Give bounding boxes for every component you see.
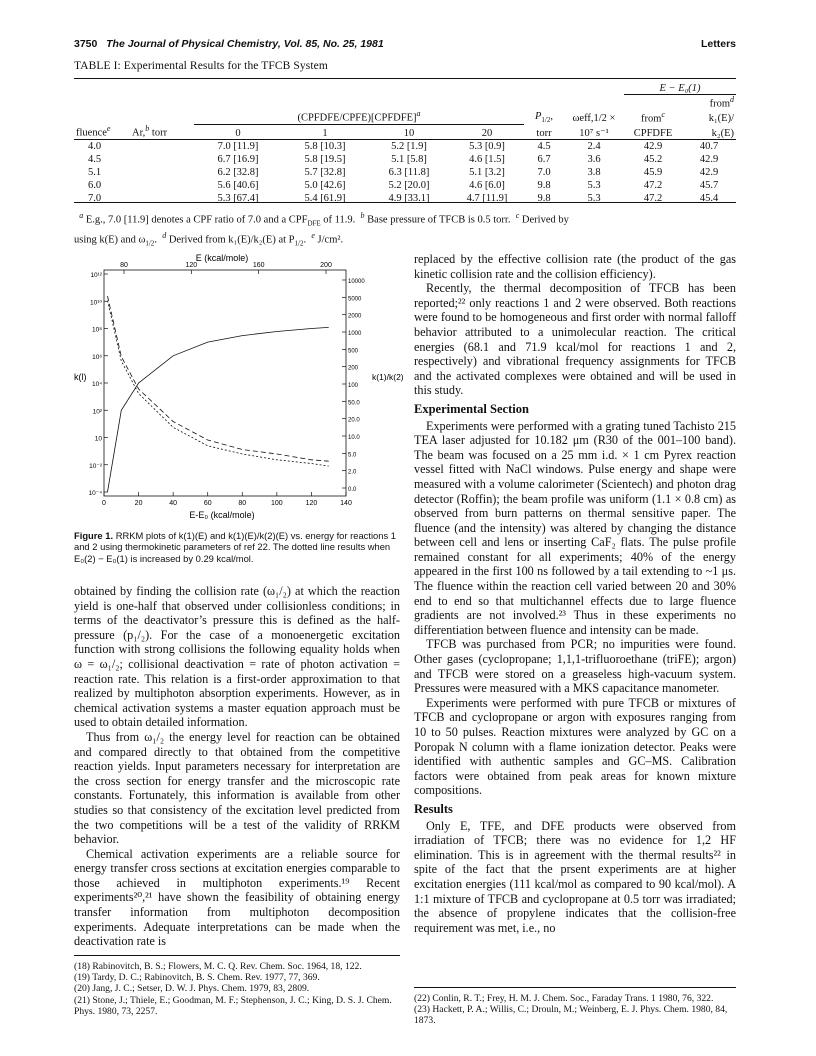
table-cell-c1: 5.0 [42.6] [304,180,346,191]
results-table [74,80,736,204]
table-cell-p: 4.5 [537,141,551,152]
right-column [414,252,736,935]
table-cell-c10: 4.9 [33.1] [388,193,430,204]
right-tick-label: 0.0 [348,487,357,493]
table-cell-ed: 45.7 [699,180,719,191]
reference: (18) Rabinovitch, B. S.; Flowers, M. C. Q. Rev. Chem. Soc. 1964, 18, 122. [74,961,362,972]
table-header-fluence: fluence$^e$ [76,124,111,139]
page-number: 3750 [74,38,98,50]
plot-frame [104,270,346,496]
bottom-tick-label: 20 [134,500,143,507]
table-cell-ed: 42.9 [699,154,719,165]
table-cell-c20: 4.6 [6.0] [469,180,505,191]
left-ref-rule [74,955,400,956]
table-cell-ar [130,178,194,191]
table-row [74,152,736,165]
table-body [74,139,736,204]
right-tick-label: 1000 [348,331,362,337]
table-header-from-d: from$^d$ [709,94,734,109]
top-axis-label: E (kcal/mole) [195,253,249,263]
bottom-tick-label: 140 [340,500,352,507]
table-cell-ed: 40.7 [699,141,719,152]
ratio-curve-dotted [108,301,329,467]
bottom-tick-label: 120 [305,500,318,507]
table-cell-w: 2.4 [587,141,601,152]
reference: (23) Hackett, P. A.; Willis, C.; Drouln, M.; Weinberg, E. J. Phys. Chem. 1980, 84, 1873. [414,1004,728,1027]
table-cell-p: 7.0 [537,167,551,178]
left-tick-label: 10² [92,408,102,416]
paragraph: Chemical activation experiments are a reliable source for energy transfer cross sections at excitation energies comparable to those achieved in multiphoton experiments.¹⁹ Recent experiments²⁰,²¹ have shown the feasibility of obtaining energy transfer information from multiphoton decomposition experiments. Adequate interpretations can be made when the deactivation rate is [74,846,400,949]
table-row [74,165,736,178]
paragraph: Experiments were performed with a grating tuned Tachisto 215 TEA laser adjusted for 10.182 μm (R30 of the 001–100 band). The beam was focused on a 25 mm i.d. × 1 cm Pyrex reaction vessel fitted with NaCl windows. Pulse energy and shape were measured with a volume calorimeter (Scientech) and photon drag detector (Roffin); the beam profile was uniform (1.1 × 0.8 cm) as observed from burn patterns on thermal sensitive paper. The fluence (and the intensity) was altered by changing the distance between cell and lens or inserting CaF₂ flats. The pulse profile remained constant for all experiments; 40% of the energy appeared in the first 100 ns followed by a tail extending to ~1 μs. The fluence within the reaction cell varied between 20 and 30% end to end so that multichannel effects due to large fluence gradients are not involved.²³ Thus in these experiments no differentiation between fluence and intensity can be made. [414,418,736,637]
section-label: Letters [700,38,736,50]
top-tick-label: 80 [120,262,128,269]
table-header-col-0: 0 [194,124,282,139]
table-header-k-ratio-1: k₁(E)/ [708,113,734,124]
left-tick-label: 10⁶ [92,353,102,361]
bottom-tick-label: 0 [102,500,106,507]
bottom-axis-label: E-E₀ (kcal/mole) [189,510,255,520]
table-cell-c10: 6.3 [11.8] [388,167,430,178]
right-tick-label: 10000 [348,279,365,285]
table-bottom-rule [74,202,736,203]
table-cell-ec: 42.9 [643,141,663,152]
table-cell-fluence: 4.0 [88,141,102,152]
table-cell-c0: 6.2 [32.8] [217,167,259,178]
table-cell-c0: 7.0 [11.9] [217,141,259,152]
table-cell-c1: 5.7 [32.8] [304,167,346,178]
table-cell-ec: 47.2 [643,180,663,191]
table-header-e-group: E − E₀(1) [624,80,736,94]
reference: (22) Conlin, R. T.; Frey, H. M. J. Chem. Soc., Faraday Trans. 1 1980, 76, 322. [414,993,714,1004]
table-cell-c1: 5.4 [61.9] [304,193,346,204]
table-cell-w: 5.3 [587,193,601,204]
right-tick-label: 200 [348,365,359,372]
journal-title: The Journal of Physical Chemistry, Vol. 85, No. 25, 1981 [106,38,384,50]
table-header-p: $P_{1/2}$, [535,110,553,124]
table-header-ar: Ar,$^b$ torr [132,124,168,139]
reference: (21) Stone, J.; Thiele, E.; Goodman, M. F.; Stephenson, J. C.; King, D. S. J. Chem. Phys. 1980, 73, 2257. [74,994,392,1017]
right-tick-label: 5000 [348,296,362,303]
left-tick-label: 10 [94,435,102,443]
reference: (20) Jang, J. C.; Setser, D. W. J. Phys. Chem. 1979, 83, 2809. [74,983,310,995]
table-header-from-c: from$^c$ [641,109,665,124]
table-cell-ar [130,139,194,152]
right-axis-label: k(1)/k(2) [372,372,404,382]
table-cell-p: 9.8 [537,193,551,204]
figure-caption [74,530,400,564]
table-cell-ar [130,152,194,165]
table-cell-c1: 5.8 [10.3] [304,141,346,152]
table-cell-ec: 45.9 [643,167,663,178]
right-tick-label: 5.0 [348,452,357,459]
table-header-p-unit: torr [536,127,552,139]
right-tick-label: 20.0 [348,417,360,424]
table-header-col-20: 20 [450,124,524,139]
left-tick-label: 10¹² [90,272,102,279]
table-cell-c0: 5.6 [40.6] [217,180,259,191]
top-tick-label: 200 [320,262,332,269]
table-cell-c1: 5.8 [19.5] [304,154,346,165]
caption-text: RRKM plots of k(1)(E) and k(1)(E)/k(2)(E) vs. energy for reactions 1 and 2 using thermokinetic parameters of ref 22. The dotted line results when E₀(2) − E₀(1) is increased by 0.29 kcal/mol. [74,530,396,564]
bottom-tick-label: 40 [169,500,178,507]
reference: (19) Tardy, D. C.; Rabinovitch, B. S. Chem. Rev. 1977, 77, 369. [74,972,320,984]
left-tick-label: 10¹⁰ [89,299,102,307]
caption-label: Figure 1. [74,530,114,541]
table-row [74,139,736,152]
table-cell-ec: 47.2 [643,193,663,204]
right-tick-label: 100 [348,383,359,389]
paragraph: Experiments were performed with pure TFCB or mixtures of TFCB and cyclopropane or argon with exposures ranging from 10 to 50 pulses. Reaction mixtures were analyzed by GC on a Poropak N column with a flame ionization detector. Peaks were identified with authentic samples and GC–MS. Calibration factors were obtained from peak areas for known mixture compositions. [414,695,736,798]
paragraph: TFCB was purchased from PCR; no impurities were found. Other gases (cyclopropane; 1,1,1-trifluoroethane (triFE); argon) and TFCB were stored on a greaseless high-vacuum system. Pressures were measured with a MKS capacitance manometer. [414,637,736,696]
table-cell-c0: 6.7 [16.9] [217,154,259,165]
paragraph: Only E, TFE, and DFE products were observed from irradiation of TFCB; there was no evidence for 1,2 HF elimination. This is in agreement with the thermal results²² in spite of the fact that the prsent experiments are at higher excitation energies (111 kcal/mol as compared to 90 kcal/mol). A 1:1 mixture of TFCB and cyclopropane at 0.5 torr was irradiated; the absence of propylene indicates that the collision-free requirement was met, i.e., no [414,818,736,935]
left-column [74,584,400,949]
paragraph: Thus from ω₁/₂ the energy level for reaction can be obtained and compared directly to that obtained from the competitive reaction yields. Input parameters necessary for interpretation are the cross section for energy transfer and the microscopic rate constants. Fortunately, this information is available from other studies so that consistency of the excitation level predicted from the two competitions will be a test of the validity of RRKM behavior. [74,729,400,847]
right-references [414,993,736,1027]
table-cell-c10: 5.2 [1.9] [391,141,427,152]
right-tick-label: 2000 [348,313,362,320]
table-cell-p: 9.8 [537,180,551,191]
left-tick-label: 10⁴ [91,381,102,388]
section-heading-results: Results [414,801,453,816]
table-cell-fluence: 6.0 [88,180,102,191]
table-cell-ed: 45.4 [699,193,719,204]
top-tick-label: 160 [252,262,265,269]
plot-layer [89,262,366,507]
table-cell-c0: 5.3 [67.4] [217,193,259,204]
table-header-col-1: 1 [282,124,368,139]
table-cell-fluence: 5.1 [88,167,102,178]
paragraph: replaced by the effective collision rate (the product of the gas kinetic collision rate and the collision efficiency). [414,252,736,281]
table-header-cpf-label: CPFDFE [633,127,673,139]
table-cell-c20: 4.7 [11.9] [466,193,508,204]
table-header-k-ratio-2: k₂(E) [711,127,734,139]
table-cell-c10: 5.2 [20.0] [388,180,430,191]
table-header-w-unit: 10⁷ s⁻¹ [579,127,609,139]
table-footnotes: $^a$ E.g., 7.0 [11.9] denotes a CPF ratio of 7.0 and a $CPF_{DFE}$ of 11.9. $^b$ Base pressure of TFCB is 0.5 torr. $^c$ Derived by using k(E) and $\omega_{1/2}$. $^d$ Derived from k₁(E)/k₂(E) at $P_{1/2}$. $^e$ J/cm². [74,211,569,248]
bottom-tick-label: 60 [203,500,212,507]
left-tick-label: 10⁻⁴ [88,490,102,497]
table-title: TABLE I: Experimental Results for the TFCB System [74,60,328,72]
table-cell-c20: 4.6 [1.5] [469,154,505,165]
table-row [74,178,736,191]
figure-1-plot [74,252,404,524]
paragraph: obtained by finding the collision rate (ω₁/₂) at which the reaction yield is one-half that observed under collisionless conditions; in terms of the deactivator’s pressure this is defined as the half-pressure (p₁/₂). For the case of a monoenergetic excitation function with strong collisions the following equality holds when ω = ω₁/₂; collisional deactivation = rate of photon activation = reaction rate. This relation is a first-order approximation to that realized by multiphoton absorption experiments. However, as in chemical activation systems a master equation approach must be used to obtain detailed information. [74,584,400,730]
ratio-curve [108,296,329,461]
right-tick-label: 2.0 [348,469,357,476]
table-cell-ar [130,165,194,178]
left-tick-label: 10⁻² [89,462,102,470]
table-cell-w: 5.3 [587,180,601,191]
bottom-tick-label: 100 [271,500,283,507]
right-tick-label: 10.0 [348,435,360,441]
k1-curve [108,327,329,492]
table-top-rule [74,78,736,79]
right-tick-label: 500 [348,348,359,355]
right-tick-label: 50.0 [348,400,360,407]
table-cell-ec: 45.2 [643,154,663,165]
table-cell-fluence: 4.5 [88,154,102,165]
table-cell-c20: 5.1 [3.2] [469,167,505,178]
table-cell-w: 3.8 [587,167,601,178]
table-cell-fluence: 7.0 [88,193,102,204]
table-header-w: ωeff,1/2 × [572,113,616,124]
left-references [74,961,400,1017]
table-cell-p: 6.7 [537,154,551,165]
table-cell-c10: 5.1 [5.8] [391,154,427,165]
right-ref-rule [414,987,736,988]
paragraph: Recently, the thermal decomposition of TFCB has been reported;²² only reactions 1 and 2 were observed. Both reactions were found to be homogeneous and first order with normal falloff behavior attributed to a unimolecular reaction. The critical energies (68.1 and 71.9 kcal/mol for reactions 1 and 2, respectively) and vibrational frequency assignments for TFCB and the activated complexes were obtained and will be used in this study. [414,281,736,398]
table-cell-w: 3.6 [587,154,601,165]
table-header-cpf-group: (CPFDFE/CPFE)[CPFDFE]$^a$ [297,109,421,124]
table-header-col-10: 10 [368,124,450,139]
section-heading-experimental: Experimental Section [414,401,529,416]
bottom-tick-label: 80 [238,500,247,507]
left-tick-label: 10⁸ [92,326,102,334]
left-axis-label: k(l) [74,372,87,382]
top-tick-label: 120 [185,262,198,269]
table-cell-ed: 42.9 [699,167,719,178]
running-header [74,38,384,50]
table-cell-c20: 5.3 [0.9] [469,141,505,152]
